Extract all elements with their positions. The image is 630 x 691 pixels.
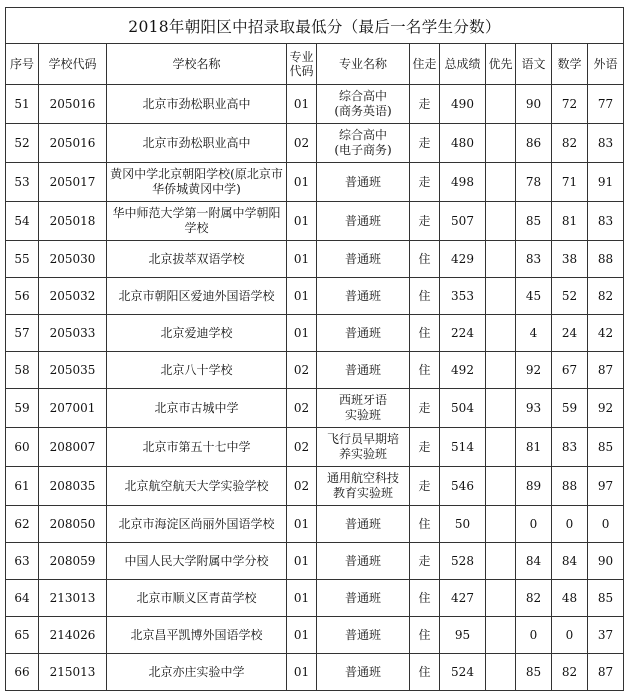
table-row (6, 241, 624, 278)
cell-english: 42 (588, 315, 624, 352)
cell-chinese: 4 (516, 315, 552, 352)
cell-code: 205017 (39, 163, 107, 202)
cell-major-code: 02 (287, 124, 317, 163)
cell-total: 429 (440, 241, 486, 278)
cell-priority (486, 85, 516, 124)
cell-major: 普通班 (317, 315, 410, 352)
cell-total: 546 (440, 467, 486, 506)
cell-math: 81 (552, 202, 588, 241)
cell-math: 38 (552, 241, 588, 278)
cell-english: 85 (588, 580, 624, 617)
cell-major-code: 01 (287, 163, 317, 202)
cell-major-code: 02 (287, 352, 317, 389)
cell-major-code: 01 (287, 617, 317, 654)
table-row (6, 580, 624, 617)
cell-math: 83 (552, 428, 588, 467)
cell-total: 95 (440, 617, 486, 654)
cell-major-code: 02 (287, 467, 317, 506)
cell-school: 北京市古城中学 (107, 389, 287, 428)
table-row (6, 467, 624, 506)
table-row (6, 315, 624, 352)
table-row (6, 428, 624, 467)
cell-major-code: 01 (287, 654, 317, 691)
cell-seq: 51 (6, 85, 39, 124)
cell-major-code: 02 (287, 428, 317, 467)
cell-board: 住 (410, 315, 440, 352)
cell-school: 北京拔萃双语学校 (107, 241, 287, 278)
cell-board: 走 (410, 85, 440, 124)
cell-major: 普通班 (317, 654, 410, 691)
cell-english: 90 (588, 543, 624, 580)
cell-total: 480 (440, 124, 486, 163)
cell-code: 205033 (39, 315, 107, 352)
cell-seq: 60 (6, 428, 39, 467)
cell-english: 87 (588, 352, 624, 389)
header-school: 学校名称 (107, 44, 287, 85)
cell-english: 97 (588, 467, 624, 506)
table-row (6, 389, 624, 428)
cell-priority (486, 241, 516, 278)
cell-seq: 58 (6, 352, 39, 389)
table-title: 2018年朝阳区中招录取最低分（最后一名学生分数） (6, 8, 624, 44)
cell-school: 北京亦庄实验中学 (107, 654, 287, 691)
cell-seq: 62 (6, 506, 39, 543)
cell-priority (486, 163, 516, 202)
cell-total: 50 (440, 506, 486, 543)
header-seq: 序号 (6, 44, 39, 85)
cell-english: 85 (588, 428, 624, 467)
cell-seq: 59 (6, 389, 39, 428)
cell-code: 205035 (39, 352, 107, 389)
cell-seq: 55 (6, 241, 39, 278)
cell-code: 214026 (39, 617, 107, 654)
cell-major: 飞行员早期培 养实验班 (317, 428, 410, 467)
cell-seq: 65 (6, 617, 39, 654)
cell-priority (486, 278, 516, 315)
header-total: 总成绩 (440, 44, 486, 85)
cell-total: 504 (440, 389, 486, 428)
cell-code: 205016 (39, 85, 107, 124)
cell-major: 普通班 (317, 580, 410, 617)
cell-board: 住 (410, 654, 440, 691)
cell-code: 208059 (39, 543, 107, 580)
cell-math: 72 (552, 85, 588, 124)
cell-major: 普通班 (317, 506, 410, 543)
cell-board: 住 (410, 278, 440, 315)
cell-seq: 57 (6, 315, 39, 352)
cell-total: 514 (440, 428, 486, 467)
cell-priority (486, 389, 516, 428)
cell-school: 北京市顺义区青苗学校 (107, 580, 287, 617)
cell-major: 综合高中 (电子商务) (317, 124, 410, 163)
cell-code: 205018 (39, 202, 107, 241)
cell-chinese: 78 (516, 163, 552, 202)
cell-total: 353 (440, 278, 486, 315)
cell-chinese: 0 (516, 506, 552, 543)
cell-math: 52 (552, 278, 588, 315)
header-major: 专业名称 (317, 44, 410, 85)
cell-total: 224 (440, 315, 486, 352)
cell-priority (486, 580, 516, 617)
cell-chinese: 84 (516, 543, 552, 580)
table-row (6, 124, 624, 163)
cell-total: 492 (440, 352, 486, 389)
cell-chinese: 85 (516, 202, 552, 241)
cell-chinese: 92 (516, 352, 552, 389)
cell-major: 普通班 (317, 278, 410, 315)
cell-chinese: 0 (516, 617, 552, 654)
header-chinese: 语文 (516, 44, 552, 85)
header-math: 数学 (552, 44, 588, 85)
cell-priority (486, 543, 516, 580)
cell-english: 77 (588, 85, 624, 124)
cell-priority (486, 654, 516, 691)
cell-board: 走 (410, 428, 440, 467)
cell-math: 88 (552, 467, 588, 506)
cell-priority (486, 506, 516, 543)
cell-english: 92 (588, 389, 624, 428)
cell-major-code: 01 (287, 506, 317, 543)
cell-priority (486, 315, 516, 352)
cell-school: 北京八十学校 (107, 352, 287, 389)
cell-chinese: 45 (516, 278, 552, 315)
cell-major-code: 01 (287, 543, 317, 580)
cell-board: 住 (410, 352, 440, 389)
cell-board: 走 (410, 543, 440, 580)
table-row (6, 617, 624, 654)
table-row (6, 202, 624, 241)
cell-english: 82 (588, 278, 624, 315)
cell-school: 北京爱迪学校 (107, 315, 287, 352)
cell-school: 北京昌平凯博外国语学校 (107, 617, 287, 654)
cell-school: 北京航空航天大学实验学校 (107, 467, 287, 506)
cell-school: 北京市朝阳区爱迪外国语学校 (107, 278, 287, 315)
cell-priority (486, 467, 516, 506)
cell-math: 84 (552, 543, 588, 580)
table-row (6, 654, 624, 691)
cell-board: 住 (410, 617, 440, 654)
cell-math: 71 (552, 163, 588, 202)
cell-school: 中国人民大学附属中学分校 (107, 543, 287, 580)
cell-math: 0 (552, 506, 588, 543)
cell-major: 普通班 (317, 543, 410, 580)
cell-total: 427 (440, 580, 486, 617)
cell-board: 走 (410, 389, 440, 428)
cell-chinese: 90 (516, 85, 552, 124)
cell-major-code: 01 (287, 85, 317, 124)
table-row (6, 506, 624, 543)
cell-english: 87 (588, 654, 624, 691)
header-board: 住走 (410, 44, 440, 85)
cell-board: 住 (410, 506, 440, 543)
cell-chinese: 93 (516, 389, 552, 428)
table-body (6, 85, 624, 691)
cell-seq: 61 (6, 467, 39, 506)
cell-code: 205032 (39, 278, 107, 315)
cell-school: 华中师范大学第一附属中学朝阳学校 (107, 202, 287, 241)
cell-chinese: 86 (516, 124, 552, 163)
cell-priority (486, 352, 516, 389)
cell-major-code: 02 (287, 389, 317, 428)
cell-math: 67 (552, 352, 588, 389)
cell-code: 215013 (39, 654, 107, 691)
cell-board: 走 (410, 467, 440, 506)
cell-code: 208035 (39, 467, 107, 506)
cell-priority (486, 617, 516, 654)
table-row (6, 352, 624, 389)
cell-major: 普通班 (317, 617, 410, 654)
cell-math: 48 (552, 580, 588, 617)
cell-board: 走 (410, 124, 440, 163)
cell-seq: 56 (6, 278, 39, 315)
cell-code: 208050 (39, 506, 107, 543)
cell-chinese: 82 (516, 580, 552, 617)
cell-math: 24 (552, 315, 588, 352)
cell-major: 西班牙语 实验班 (317, 389, 410, 428)
cell-school: 黄冈中学北京朝阳学校(原北京市华侨城黄冈中学) (107, 163, 287, 202)
header-code: 学校代码 (39, 44, 107, 85)
cell-priority (486, 202, 516, 241)
cell-major-code: 01 (287, 202, 317, 241)
cell-major: 普通班 (317, 241, 410, 278)
cell-chinese: 85 (516, 654, 552, 691)
cell-chinese: 81 (516, 428, 552, 467)
cell-seq: 66 (6, 654, 39, 691)
cell-total: 490 (440, 85, 486, 124)
score-table (5, 7, 624, 691)
cell-math: 0 (552, 617, 588, 654)
cell-major: 普通班 (317, 352, 410, 389)
cell-code: 205016 (39, 124, 107, 163)
cell-english: 88 (588, 241, 624, 278)
cell-chinese: 83 (516, 241, 552, 278)
cell-major-code: 01 (287, 241, 317, 278)
cell-major: 综合高中 (商务英语) (317, 85, 410, 124)
header-english: 外语 (588, 44, 624, 85)
table-row (6, 85, 624, 124)
cell-board: 走 (410, 202, 440, 241)
table-row (6, 163, 624, 202)
cell-total: 528 (440, 543, 486, 580)
cell-seq: 52 (6, 124, 39, 163)
cell-school: 北京市劲松职业高中 (107, 85, 287, 124)
score-sheet (5, 7, 623, 691)
cell-math: 82 (552, 654, 588, 691)
cell-major: 普通班 (317, 202, 410, 241)
cell-english: 37 (588, 617, 624, 654)
cell-total: 524 (440, 654, 486, 691)
header-major-code: 专业代码 (287, 44, 317, 85)
cell-board: 住 (410, 580, 440, 617)
cell-seq: 64 (6, 580, 39, 617)
cell-school: 北京市海淀区尚丽外国语学校 (107, 506, 287, 543)
header-priority: 优先 (486, 44, 516, 85)
cell-major: 普通班 (317, 163, 410, 202)
cell-math: 59 (552, 389, 588, 428)
cell-school: 北京市劲松职业高中 (107, 124, 287, 163)
cell-english: 83 (588, 124, 624, 163)
cell-english: 0 (588, 506, 624, 543)
cell-school: 北京市第五十七中学 (107, 428, 287, 467)
cell-seq: 63 (6, 543, 39, 580)
table-row (6, 278, 624, 315)
cell-board: 住 (410, 241, 440, 278)
cell-code: 213013 (39, 580, 107, 617)
cell-seq: 53 (6, 163, 39, 202)
cell-code: 207001 (39, 389, 107, 428)
cell-chinese: 89 (516, 467, 552, 506)
cell-seq: 54 (6, 202, 39, 241)
cell-board: 走 (410, 163, 440, 202)
cell-major-code: 01 (287, 278, 317, 315)
cell-english: 91 (588, 163, 624, 202)
cell-major: 通用航空科技 教育实验班 (317, 467, 410, 506)
cell-math: 82 (552, 124, 588, 163)
cell-priority (486, 124, 516, 163)
cell-english: 83 (588, 202, 624, 241)
cell-code: 208007 (39, 428, 107, 467)
cell-major-code: 01 (287, 580, 317, 617)
cell-total: 507 (440, 202, 486, 241)
cell-priority (486, 428, 516, 467)
table-row (6, 543, 624, 580)
cell-total: 498 (440, 163, 486, 202)
cell-major-code: 01 (287, 315, 317, 352)
cell-code: 205030 (39, 241, 107, 278)
